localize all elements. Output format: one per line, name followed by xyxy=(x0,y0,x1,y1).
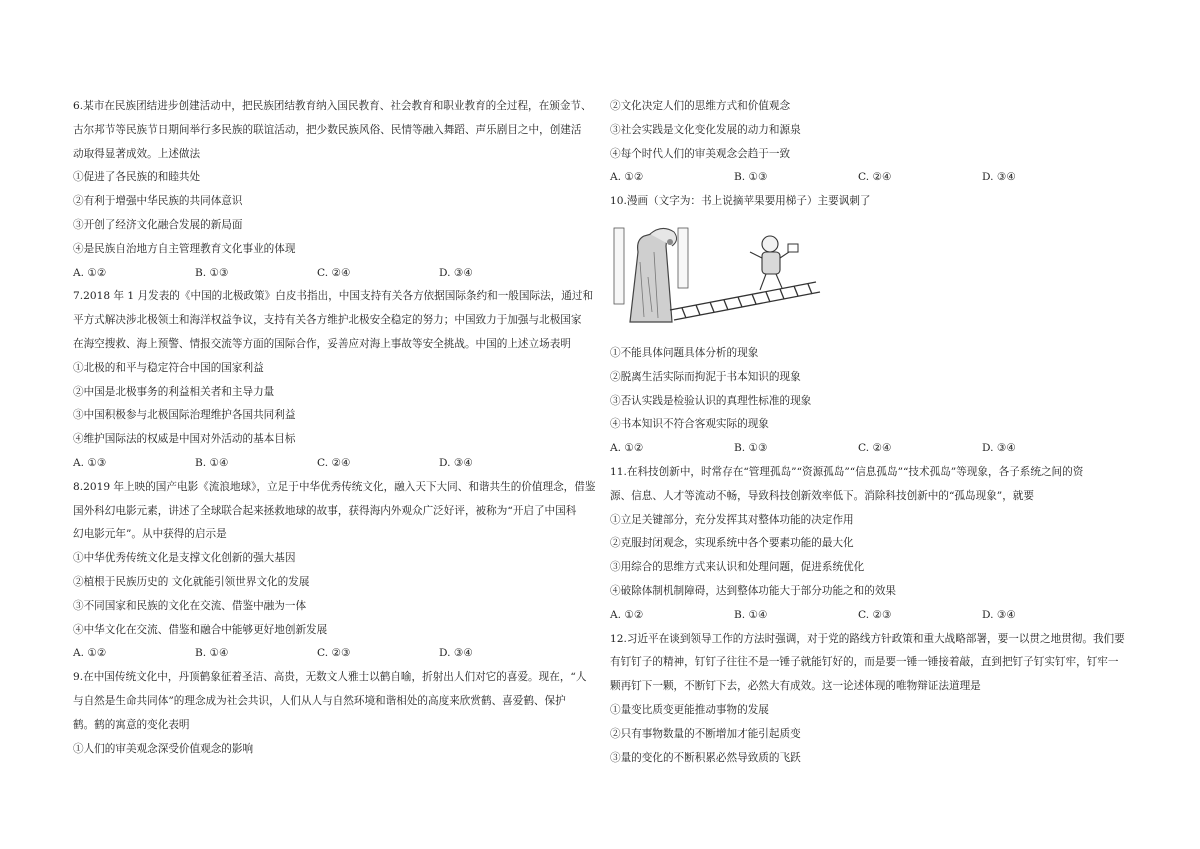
choice-d: D. ③④ xyxy=(439,266,473,279)
choice-a: A. ①② xyxy=(610,608,644,621)
option-2: ②只有事物数量的不断增加才能引起质变 xyxy=(610,727,801,740)
choice-a: A. ①② xyxy=(610,442,644,455)
option-3: ③否认实践是检验认识的真理性标准的现象 xyxy=(610,394,812,407)
stem-line: 6.某市在民族团结进步创建活动中，把民族团结教育纳入国民教育、社会教育和职业教育的全过程，在颁金节、 xyxy=(73,100,592,112)
option-1: ①不能具体问题具体分析的现象 xyxy=(610,346,759,359)
option-2: ②克服封闭观念，实现系统中各个要素功能的最大化 xyxy=(610,537,854,550)
option-1: ①人们的审美观念深受价值观念的影响 xyxy=(73,742,254,755)
stem-line: 9.在中国传统文化中，丹顶鹤象征着圣洁、高贵，无数文人雅士以鹤自喻，折射出人们对它的喜爱。现在，“人 xyxy=(73,671,587,684)
option-1: ①促进了各民族的和睦共处 xyxy=(73,171,201,184)
stem-line: 12.习近平在谈到领导工作的方法时强调，对于党的路线方针政策和重大战略部署，要一以贯之地贯彻。我们要 xyxy=(610,632,1125,645)
stem-line: 平方式解决涉北极领土和海洋权益争议，支持有关各方维护北极安全稳定的努力；中国致力于加强与北极国家 xyxy=(73,314,582,327)
stem-line: 8.2019 年上映的国产电影《流浪地球》，立足于中华优秀传统文化，融入天下大同、和谐共生的价值理念，借鉴 xyxy=(73,480,596,493)
option-3: ③不同国家和民族的文化在交流、借鉴中融为一体 xyxy=(73,599,307,612)
choice-b: B. ①④ xyxy=(195,456,229,469)
question-12 xyxy=(610,628,1128,771)
choice-a: A. ①② xyxy=(73,647,107,660)
stem-line: 颗再钉下一颗，不断钉下去，必然大有成效。这一论述体现的唯物辩证法道理是 xyxy=(610,680,981,693)
stem-line: 动取得显著成效。上述做法 xyxy=(73,147,201,160)
stem-line: 古尔邦节等民族节日期间举行多民族的联谊活动，把少数民族风俗、民情等融入舞蹈、声乐剧目之中，创建活 xyxy=(73,123,582,136)
option-3: ③开创了经济文化融合发展的新局面 xyxy=(73,218,243,231)
stem-line: 鹤。鹤的寓意的变化表明 xyxy=(73,718,190,731)
option-3: ③量的变化的不断积累必然导致质的飞跃 xyxy=(610,751,801,764)
answer-choices xyxy=(73,452,585,476)
choice-d: D. ③④ xyxy=(439,647,473,660)
option-4: ④破除体制机制障碍，达到整体功能大于部分功能之和的效果 xyxy=(610,584,897,597)
answer-choices xyxy=(73,262,585,286)
choice-d: D. ③④ xyxy=(982,608,1016,621)
question-stem xyxy=(73,95,592,166)
option-4: ④每个时代人们的审美观念会趋于一致 xyxy=(610,147,791,160)
answer-choices xyxy=(610,437,1128,461)
option-2: ②有利于增强中华民族的共同体意识 xyxy=(73,195,243,208)
question-stem xyxy=(610,461,1128,509)
choice-c: C. ②③ xyxy=(317,647,351,660)
answer-choices xyxy=(610,166,1128,190)
choice-d: D. ③④ xyxy=(982,171,1016,184)
choice-c: C. ②④ xyxy=(317,266,351,279)
choice-b: B. ①③ xyxy=(734,442,768,455)
question-7 xyxy=(73,285,594,475)
stem-line: 幻电影元年”。从中获得的启示是 xyxy=(73,528,227,541)
option-2: ②脱离生活实际而拘泥于书本知识的现象 xyxy=(610,370,801,383)
choice-c: C. ②③ xyxy=(858,608,892,621)
option-3: ③中国积极参与北极国际治理维护各国共同利益 xyxy=(73,409,296,422)
choice-c: C. ②④ xyxy=(317,456,351,469)
question-9 xyxy=(73,666,585,761)
question-stem xyxy=(610,628,1128,699)
question-6 xyxy=(73,95,592,285)
stem-line: 10.漫画（文字为：书上说摘苹果要用梯子）主要讽刺了 xyxy=(610,195,871,208)
option-4: ④书本知识不符合客观实际的现象 xyxy=(610,418,769,431)
question-stem xyxy=(73,666,585,737)
choice-c: C. ②④ xyxy=(858,442,892,455)
option-1: ①北极的和平与稳定符合中国的国家利益 xyxy=(73,361,264,374)
choice-b: B. ①④ xyxy=(195,647,229,660)
stem-line: 有钉钉子的精神，钉钉子往往不是一锤子就能钉好的，而是要一锤一锤接着敲，直到把钉子钉实钉牢，钉牢一 xyxy=(610,656,1119,669)
option-2: ②文化决定人们的思维方式和价值观念 xyxy=(610,100,791,112)
question-8 xyxy=(73,476,596,666)
question-9-continued xyxy=(610,95,1128,190)
left-column xyxy=(73,95,596,761)
option-3: ③用综合的思维方式来认识和处理问题，促进系统优化 xyxy=(610,561,865,574)
choice-b: B. ①③ xyxy=(195,266,229,279)
question-11 xyxy=(610,461,1128,628)
stem-line: 在海空搜救、海上预警、情报交流等方面的国际合作，妥善应对海上事故等安全挑战。中国的上述立场表明 xyxy=(73,337,571,350)
question-stem xyxy=(610,190,1128,214)
choice-b: B. ①④ xyxy=(734,608,768,621)
choice-a: A. ①② xyxy=(610,171,644,184)
stem-line: 7.2018 年 1 月发表的《中国的北极政策》白皮书指出，中国支持有关各方依据国际条约和一般国际法，通过和 xyxy=(73,290,594,303)
stem-line: 源、信息、人才等流动不畅，导致科技创新效率低下。消除科技创新中的“孤岛现象”，就要 xyxy=(610,489,1034,502)
answer-choices xyxy=(610,604,1128,628)
option-2: ②中国是北极事务的利益相关者和主导力量 xyxy=(73,385,275,398)
option-3: ③社会实践是文化变化发展的动力和源泉 xyxy=(610,123,801,136)
answer-choices xyxy=(73,642,585,666)
choice-b: B. ①③ xyxy=(734,171,768,184)
question-stem xyxy=(73,476,596,547)
choice-a: A. ①② xyxy=(73,266,107,279)
option-4: ④中华文化在交流、借鉴和融合中能够更好地创新发展 xyxy=(73,623,328,636)
option-2: ②植根于民族历史的 文化就能引领世界文化的发展 xyxy=(73,575,310,588)
stem-line: 国外科幻电影元素，讲述了全球联合起来拯救地球的故事，获得海内外观众广泛好评，被称为“开启了中国科 xyxy=(73,504,577,517)
question-10 xyxy=(610,190,1128,461)
stem-line: 与自然是生命共同体”的理念成为社会共识，人们从人与自然环境和谐相处的高度来欣赏鹤、喜爱鹤、保护 xyxy=(73,694,566,707)
option-1: ①中华优秀传统文化是支撑文化创新的强大基因 xyxy=(73,552,296,565)
option-4: ④维护国际法的权威是中国对外活动的基本目标 xyxy=(73,433,296,446)
stem-line: 11.在科技创新中，时常存在“管理孤岛”“资源孤岛”“信息孤岛”“技术孤岛”等现象，各子系统之间的资 xyxy=(610,465,1084,478)
choice-c: C. ②④ xyxy=(858,171,892,184)
choice-d: D. ③④ xyxy=(982,442,1016,455)
option-1: ①立足关键部分，充分发挥其对整体功能的决定作用 xyxy=(610,513,854,526)
cartoon-illustration xyxy=(610,222,830,332)
question-stem xyxy=(73,285,594,356)
option-1: ①量变比质变更能推动事物的发展 xyxy=(610,703,769,716)
choice-d: D. ③④ xyxy=(439,456,473,469)
choice-a: A. ①③ xyxy=(73,456,107,469)
option-4: ④是民族自治地方自主管理教育文化事业的体现 xyxy=(73,242,296,255)
right-column xyxy=(610,95,1128,770)
